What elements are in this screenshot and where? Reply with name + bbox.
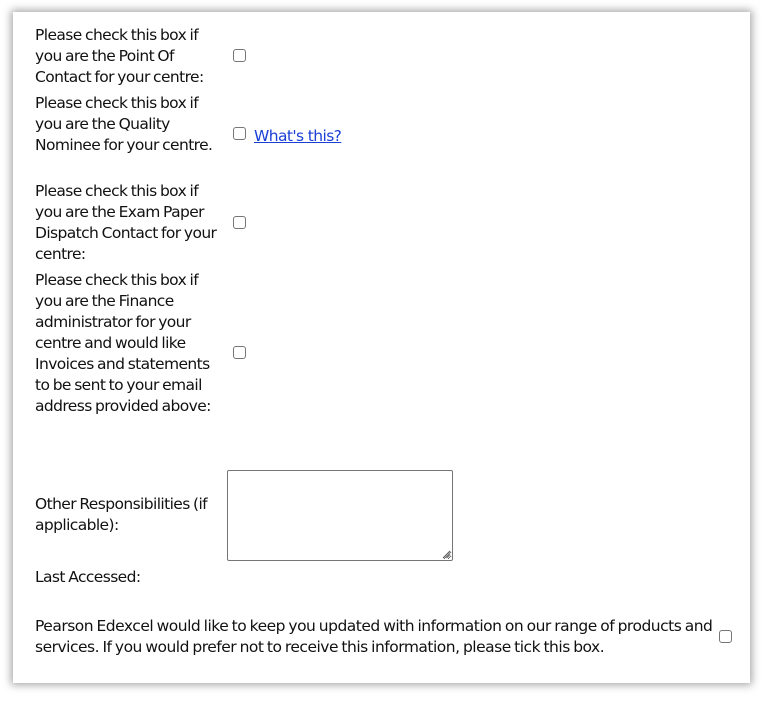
finance-admin-checkbox[interactable] [233,346,246,359]
registration-form-panel [13,12,750,683]
last-accessed-label: Last Accessed: [35,568,141,586]
other-responsibilities-label: Other Responsibilities (if applicable): [35,495,208,534]
finance-admin-label: Please check this box if you are the Finance administrator for your centre and would like Invoices and statements to be sent to your email address provided above: [35,271,211,415]
marketing-opt-out-checkbox[interactable] [719,630,732,643]
quality-nominee-label: Please check this box if you are the Quality Nominee for your centre. [35,94,213,154]
marketing-opt-out-label: Pearson Edexcel would like to keep you updated with information on our range of products and services. If you would prefer not to receive this information, please tick this box. [35,617,713,656]
whats-this-link[interactable]: What's this? [254,127,342,145]
quality-nominee-checkbox[interactable] [233,127,246,140]
other-responsibilities-textarea[interactable] [227,470,453,561]
exam-paper-dispatch-label: Please check this box if you are the Exam Paper Dispatch Contact for your centre: [35,182,217,263]
exam-paper-dispatch-checkbox[interactable] [233,216,246,229]
point-of-contact-checkbox[interactable] [233,49,246,62]
point-of-contact-label: Please check this box if you are the Point Of Contact for your centre: [35,26,204,86]
